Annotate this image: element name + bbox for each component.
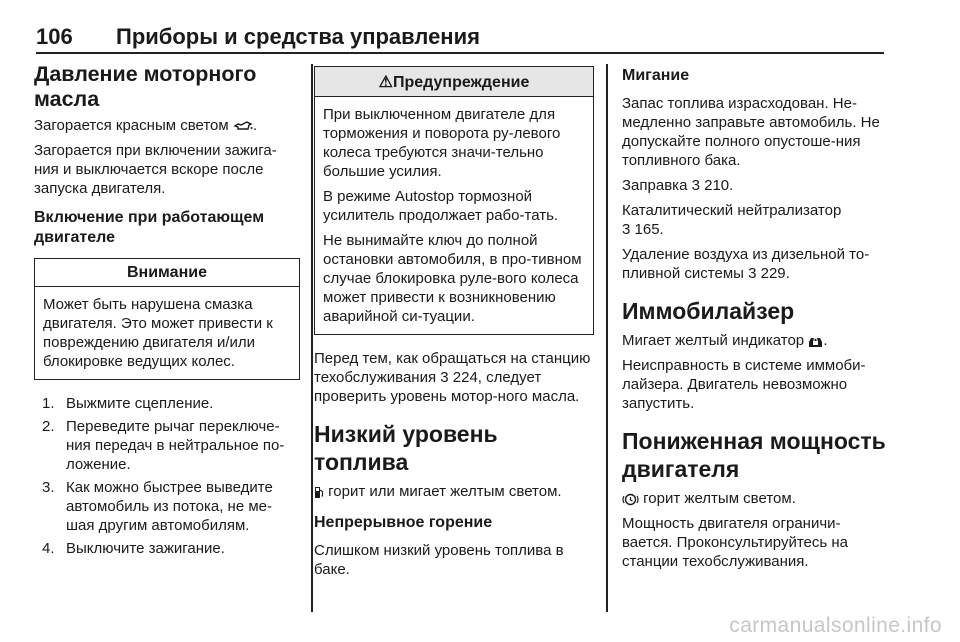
section-heading-reduced-power: Пониженная мощность двигателя	[622, 428, 886, 482]
page-number: 106	[36, 24, 73, 49]
page-ref-arrow-icon: 3	[691, 177, 700, 194]
page-ref-link[interactable]: 229	[760, 265, 786, 282]
immobilizer-paragraph-1: Мигает желтый индикатор .	[622, 332, 828, 349]
low-fuel-paragraph: горит или мигает желтым светом.	[314, 482, 594, 501]
watermark: carmanualsonline.info	[729, 614, 942, 637]
subheading-steady: Непрерывное горение	[314, 514, 493, 531]
warning-paragraph-1: При выключенном двигателе для торможения и поворота ру-левого колеса требуются значи-тельно большие усилия.	[323, 106, 561, 180]
bleed-paragraph: Удаление воздуха из дизельной то-пливной системы 3 229.	[622, 246, 870, 282]
warning-body	[315, 97, 593, 334]
catalyst-paragraph: Каталитический нейтрализатор 3 165.	[622, 202, 842, 238]
warning-paragraph-2: В режиме Autostop тормозной усилитель продолжает рабо-тать.	[323, 188, 559, 224]
list-item: 4. Выключите зажигание.	[42, 540, 225, 557]
oil-pressure-paragraph-2: Загорается при включении зажига-ния и выключается вскоре после запуска двигателя.	[34, 142, 277, 197]
header-divider	[36, 52, 884, 54]
section-heading-low-fuel: Низкий уровень топлива	[314, 421, 498, 475]
column-3	[622, 62, 888, 577]
caution-box	[34, 258, 300, 380]
section-heading-oil-pressure: Давление моторного масла	[34, 62, 257, 111]
warning-header	[315, 67, 593, 97]
reduced-power-paragraph-2: Мощность двигателя ограничи-вается. Проконсультируйтесь на станции техобслуживания.	[622, 515, 848, 570]
page-ref-arrow-icon: 3	[440, 369, 449, 386]
steady-paragraph: Слишком низкий уровень топлива в баке.	[314, 542, 564, 578]
page-ref-arrow-icon: 3	[622, 221, 631, 238]
subheading-engine-running: Включение при работающем двигателе	[34, 209, 265, 246]
caution-title: Внимание	[35, 259, 299, 287]
car-lock-icon	[808, 335, 823, 348]
subheading-blinking: Мигание	[622, 67, 690, 84]
column-divider-2	[606, 64, 608, 612]
warning-title: Предупреждение	[393, 74, 530, 91]
immobilizer-paragraph-2: Неисправность в системе иммоби-лайзера. Двигатель невозможно запустить.	[622, 357, 866, 412]
caution-text: Может быть нарушена смазка двигателя. Это может привести к повреждению двигателя и/или блокировке ведущих колес.	[43, 296, 273, 370]
section-heading-immobilizer: Иммобилайзер	[622, 298, 795, 324]
steps-list	[34, 394, 300, 558]
warning-box	[314, 66, 594, 335]
service-paragraph: Перед тем, как обращаться на станцию техобслуживания 3 224, следует проверить уровень мотор-ного масла.	[314, 350, 591, 405]
list-item: 1. Выжмите сцепление.	[42, 395, 214, 412]
reduced-power-paragraph-1: горит желтым светом.	[622, 489, 888, 508]
blinking-paragraph: Запас топлива израсходован. Не-медленно заправьте автомобиль. Не допускайте полного опустоше-ния топливного бака.	[622, 95, 880, 169]
page-header	[36, 24, 882, 52]
page-header-title: Приборы и средства управления	[116, 24, 480, 49]
oil-pressure-paragraph-1: Загорается красным светом .	[34, 117, 258, 134]
caution-body	[35, 287, 299, 379]
list-item: 3. Как можно быстрее выведите автомобиль из потока, не ме-шая другим автомобилям.	[42, 479, 273, 534]
warning-paragraph-3: Не вынимайте ключ до полной остановки автомобиля, в про-тивном случае блокировка руле-вого колеса может привести к возникновению аварийной си-туации.	[323, 232, 582, 325]
refuel-paragraph: Заправка 3 210.	[622, 177, 734, 194]
oil-can-icon	[233, 120, 253, 132]
column-2	[314, 62, 594, 585]
fuel-pump-icon	[314, 486, 324, 499]
page-ref-link[interactable]: 165	[634, 221, 660, 238]
warning-triangle-icon: ⚠	[378, 74, 393, 91]
column-1	[34, 62, 300, 562]
column-divider-1	[311, 64, 313, 612]
page-ref-link[interactable]: 210	[704, 177, 730, 194]
list-item: 2. Переведите рычаг переключе-ния передач в нейтральное по-ложение.	[42, 418, 285, 473]
page-ref-arrow-icon: 3	[748, 265, 757, 282]
reduced-power-icon	[622, 493, 639, 506]
page-ref-link[interactable]: 224	[452, 369, 478, 386]
